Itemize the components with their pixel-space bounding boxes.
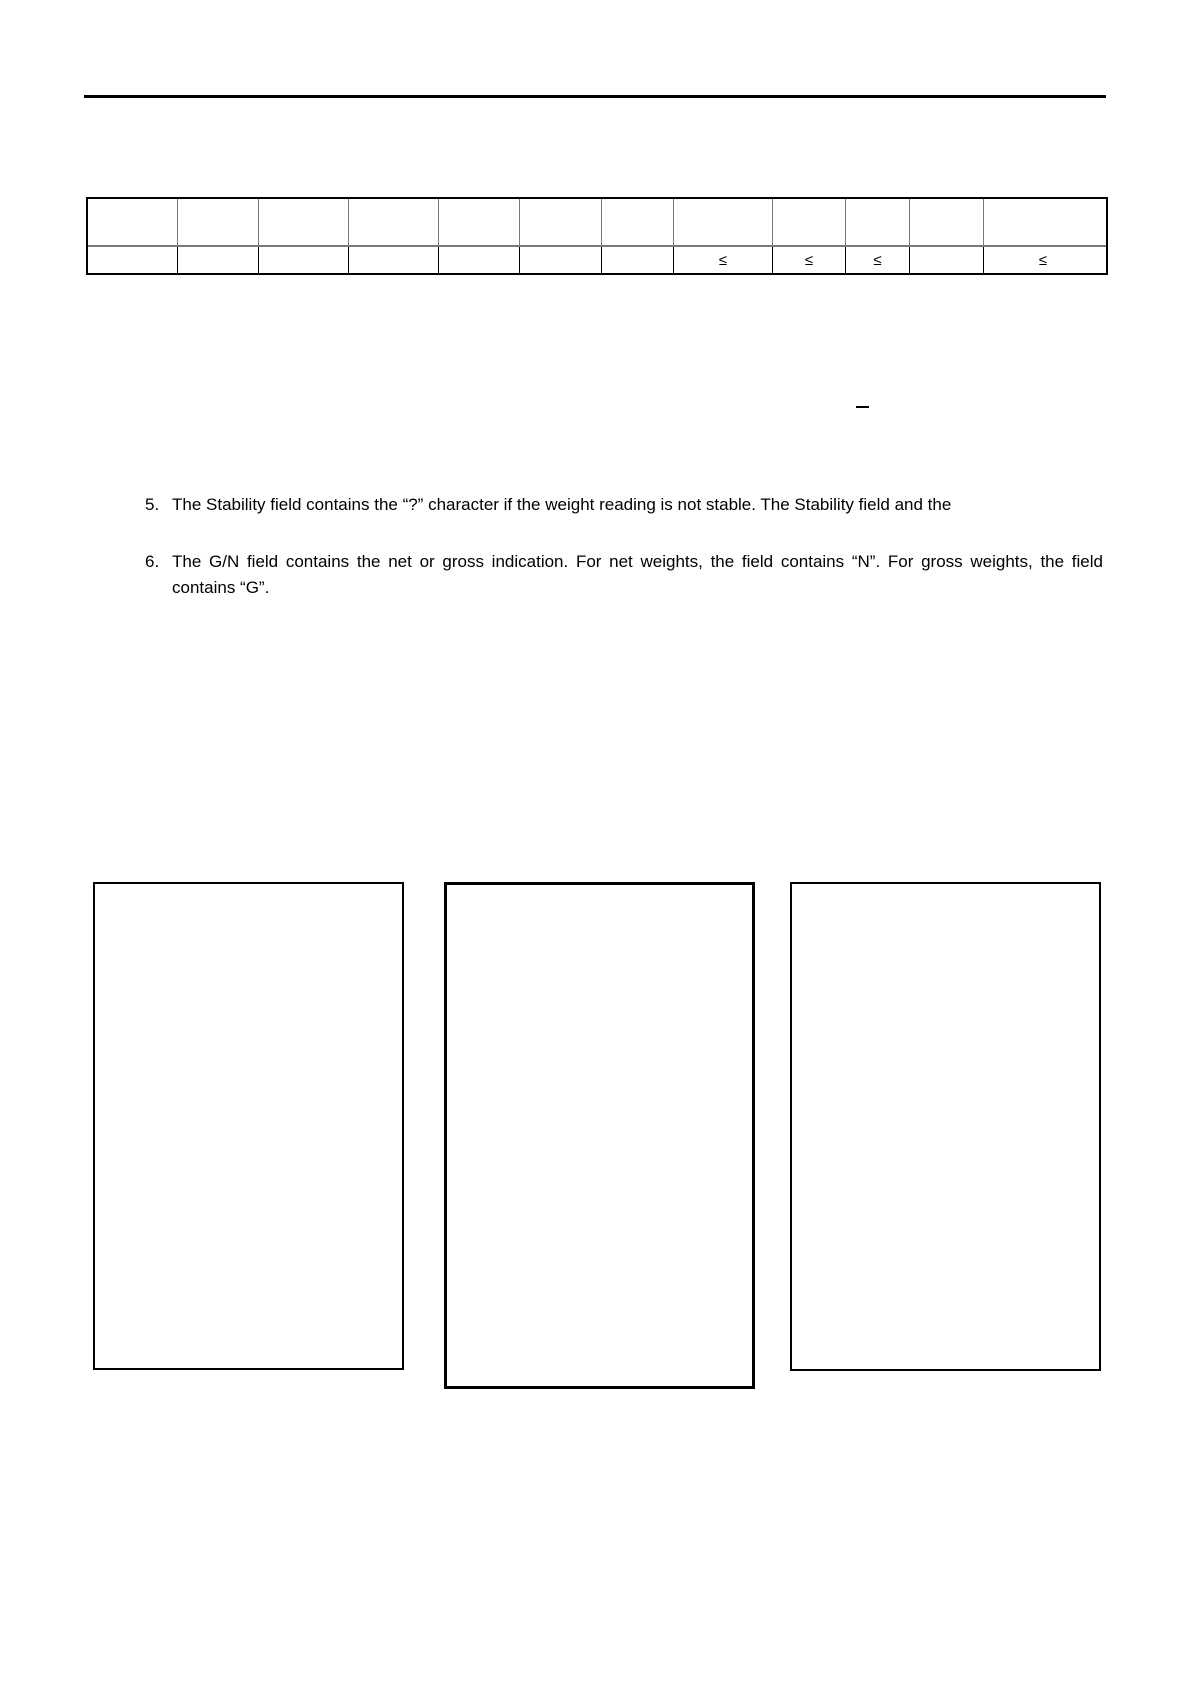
table-data-row [88,247,1106,273]
table-header-cell [602,199,674,245]
list-item-text: The G/N field contains the net or gross indication. For net weights, the field contains “N”. For gross weights, the field contains “G”. [172,552,1103,597]
table-cell [520,247,602,273]
table-cell [259,247,349,273]
table-cell [349,247,439,273]
list-item-text: The Stability field contains the “?” character if the weight reading is not stable. The Stability field and the [172,495,952,514]
empty-box-2 [444,882,755,1389]
table-cell [602,247,674,273]
table-cell [178,247,259,273]
list-item-number: 6. [145,552,160,571]
table-cell-leq: ≤ [773,247,846,273]
table-header-cell [439,199,520,245]
table-header-cell [846,199,910,245]
spec-table [86,197,1108,275]
table-cell [439,247,520,273]
table-header-cell [910,199,984,245]
header-rule [84,95,1106,98]
table-header-cell [674,199,773,245]
table-header-row [88,199,1106,247]
table-cell-leq: ≤ [1038,251,1048,269]
table-header-cell [984,199,1102,245]
table-header-cell [520,199,602,245]
table-cell [910,247,984,273]
table-cell [88,247,178,273]
table-cell-leq: ≤ [674,247,773,273]
list-item-6 [145,549,1103,601]
table-cell-leq: ≤ [846,247,910,273]
empty-box-3 [790,882,1101,1371]
empty-box-1 [93,882,404,1370]
list-item-5 [145,492,1103,518]
table-header-cell [178,199,259,245]
table-header-cell [349,199,439,245]
table-header-cell [88,199,178,245]
table-header-cell [259,199,349,245]
table-header-cell [773,199,846,245]
dash-mark [856,406,869,408]
list-item-number: 5. [145,495,160,514]
